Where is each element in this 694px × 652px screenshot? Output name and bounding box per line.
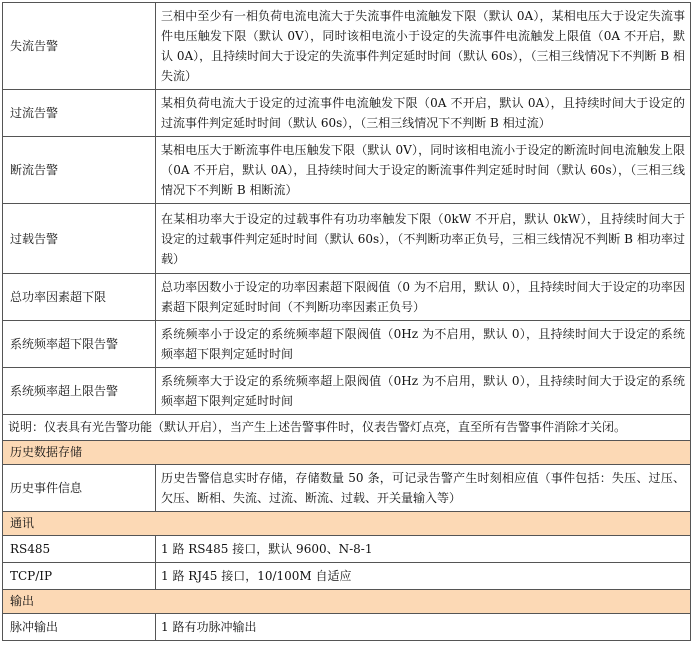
row-desc: 系统频率小于设定的系统频率超下限阀值（0Hz 为不启用，默认 0），且持续时间大于设定的系统频率超下限判定延时时间	[156, 321, 691, 368]
table-row	[3, 321, 691, 368]
row-name: TCP/IP	[3, 563, 156, 590]
row-desc: 某相电压大于断流事件电压触发下限（默认 0V），同时该相电流小于设定的断流时间电流触发上限（0A 不开启，默认 0A），且持续时间大于设定的断流事件判定延时时间（默认 60s），（三相三线情况下不判断 B 相断流）	[156, 137, 691, 204]
section-title-history: 历史数据存储	[3, 441, 691, 465]
alarm-note: 说明：仪表具有光告警功能（默认开启），当产生上述告警事件时，仪表告警灯点亮，直至所有告警事件消除才关闭。	[3, 415, 691, 441]
note-row	[3, 415, 691, 441]
row-name: 总功率因素超下限	[3, 274, 156, 321]
table-row	[3, 3, 691, 90]
row-name: 过流告警	[3, 90, 156, 137]
table-row	[3, 536, 691, 563]
row-desc: 某相负荷电流大于设定的过流事件电流触发下限（0A 不开启，默认 0A），且持续时间大于设定的过流事件判定延时时间（默认 60s），（三相三线情况下不判断 B 相过流）	[156, 90, 691, 137]
row-desc: 三相中至少有一相负荷电流电流大于失流事件电流触发下限（默认 0A），某相电压大于设定失流事件电压触发下限（默认 0V），同时该相电流小于设定的失流事件电流触发上限值（0A 不开启，默认 0A），且持续时间大于设定的失流事件判定延时时间（默认 60s），（三相三线情况下不判断 B 相失流）	[156, 3, 691, 90]
row-name: 断流告警	[3, 137, 156, 204]
row-name: 脉冲输出	[3, 614, 156, 641]
section-header	[3, 512, 691, 536]
table-row	[3, 204, 691, 274]
table-row	[3, 90, 691, 137]
row-name: RS485	[3, 536, 156, 563]
table-row	[3, 614, 691, 641]
row-name: 系统频率超下限告警	[3, 321, 156, 368]
section-header	[3, 590, 691, 614]
table-row	[3, 274, 691, 321]
row-desc: 历史告警信息实时存储，存储数量 50 条，可记录告警产生时刻相应值（事件包括：失压、过压、欠压、断相、失流、过流、断流、过载、开关量输入等）	[156, 465, 691, 512]
section-title-comm: 通讯	[3, 512, 691, 536]
row-name: 历史事件信息	[3, 465, 156, 512]
row-desc: 1 路有功脉冲输出	[156, 614, 691, 641]
section-title-output: 输出	[3, 590, 691, 614]
row-desc: 1 路 RJ45 接口，10/100M 自适应	[156, 563, 691, 590]
row-desc: 总功率因数小于设定的功率因素超下限阀值（0 为不启用，默认 0），且持续时间大于设定的功率因素超下限判定延时时间（不判断功率因素正负号）	[156, 274, 691, 321]
section-header	[3, 441, 691, 465]
row-desc: 在某相功率大于设定的过载事件有功功率触发下限（0kW 不开启，默认 0kW），且持续时间大于设定的过载事件判定延时时间（默认 60s），（不判断功率正负号，三相三线情况不判断 B 相功率过载）	[156, 204, 691, 274]
table-row	[3, 368, 691, 415]
row-name: 失流告警	[3, 3, 156, 90]
row-name: 系统频率超上限告警	[3, 368, 156, 415]
spec-table	[2, 2, 691, 641]
row-desc: 系统频率大于设定的系统频率超上限阀值（0Hz 为不启用，默认 0），且持续时间大于设定的系统频率超下限判定延时时间	[156, 368, 691, 415]
table-row	[3, 563, 691, 590]
table-row	[3, 137, 691, 204]
row-desc: 1 路 RS485 接口，默认 9600、N-8-1	[156, 536, 691, 563]
row-name: 过载告警	[3, 204, 156, 274]
table-row	[3, 465, 691, 512]
